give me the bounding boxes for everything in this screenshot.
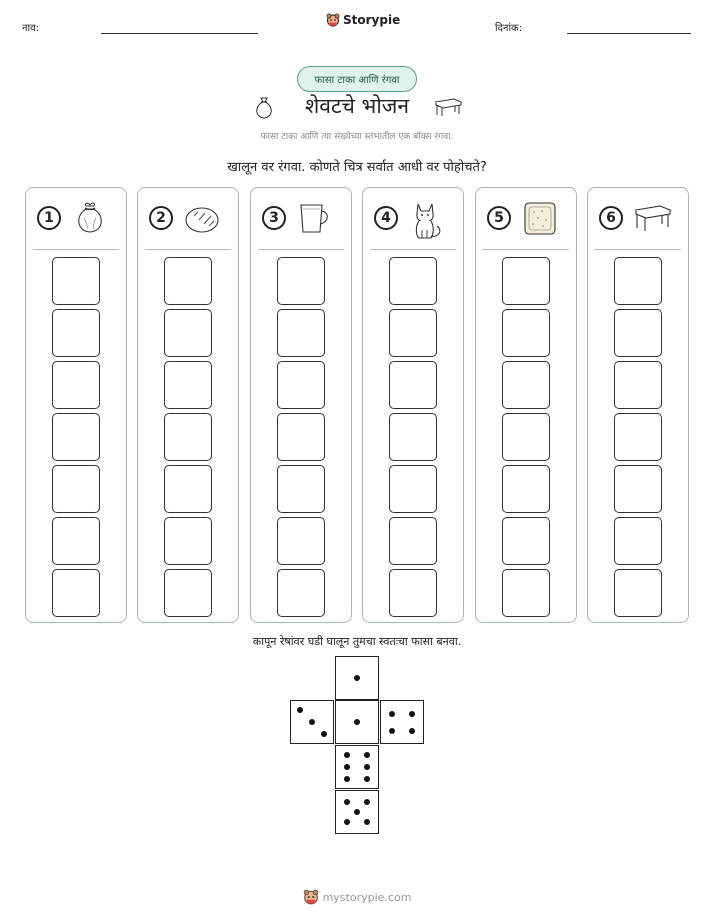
- color-box[interactable]: [52, 257, 100, 305]
- color-box[interactable]: [502, 309, 550, 357]
- color-box[interactable]: [389, 517, 437, 565]
- name-label: नाव:: [22, 23, 40, 34]
- color-box[interactable]: [52, 309, 100, 357]
- column-2: [137, 187, 239, 623]
- color-box[interactable]: [614, 361, 662, 409]
- column-3: [250, 187, 352, 623]
- column-1: [25, 187, 127, 623]
- dice-face-4: [380, 700, 424, 744]
- name-line[interactable]: [101, 33, 258, 34]
- dice-pip: [354, 675, 360, 681]
- color-box[interactable]: [164, 569, 212, 617]
- footer-site-link[interactable]: mystorypie.com: [322, 890, 412, 904]
- color-box[interactable]: [164, 413, 212, 461]
- column-number: 4: [374, 206, 398, 230]
- dice-pip: [344, 819, 350, 825]
- dice-pip: [297, 707, 303, 713]
- dice-pip: [364, 764, 370, 770]
- date-label: दिनांक:: [495, 23, 523, 34]
- color-box[interactable]: [164, 517, 212, 565]
- dice-pip: [364, 776, 370, 782]
- color-box[interactable]: [389, 465, 437, 513]
- dice-face-1: [335, 656, 379, 700]
- column-divider: [33, 249, 119, 250]
- dice-pip: [321, 731, 327, 737]
- color-box[interactable]: [277, 517, 325, 565]
- column-divider: [595, 249, 681, 250]
- color-box[interactable]: [502, 517, 550, 565]
- color-box[interactable]: [502, 257, 550, 305]
- column-5: [475, 187, 577, 623]
- dice-pip: [309, 719, 315, 725]
- storypie-mascot-icon: [326, 13, 340, 27]
- color-box[interactable]: [502, 413, 550, 461]
- cat-icon: [409, 200, 447, 240]
- table-icon: [433, 96, 463, 118]
- color-box[interactable]: [164, 309, 212, 357]
- brand-logo: [326, 13, 400, 27]
- column-number: 2: [149, 206, 173, 230]
- dice-face-5: [335, 790, 379, 834]
- brand-name: Storypie: [343, 13, 401, 27]
- color-box[interactable]: [502, 361, 550, 409]
- column-divider: [370, 249, 456, 250]
- dice-face-3: [290, 700, 334, 744]
- column-number: 1: [37, 206, 61, 230]
- color-box[interactable]: [614, 257, 662, 305]
- money-bag-icon: [72, 200, 108, 236]
- color-box[interactable]: [389, 257, 437, 305]
- table-icon: [634, 200, 672, 234]
- dice-pip: [364, 752, 370, 758]
- color-box[interactable]: [277, 309, 325, 357]
- color-box[interactable]: [389, 309, 437, 357]
- color-box[interactable]: [277, 413, 325, 461]
- color-box[interactable]: [389, 569, 437, 617]
- bread-icon: [184, 200, 220, 236]
- dice-pip: [344, 752, 350, 758]
- column-divider: [258, 249, 344, 250]
- dice-net: [290, 656, 424, 836]
- cup-icon: [297, 200, 333, 236]
- dice-pip: [364, 819, 370, 825]
- instruction-text: खालून वर रंगवा. कोणते चित्र सर्वात आधी वर पोहोचते?: [227, 160, 487, 175]
- color-box[interactable]: [277, 361, 325, 409]
- color-box[interactable]: [614, 465, 662, 513]
- column-6: [587, 187, 689, 623]
- color-box[interactable]: [502, 465, 550, 513]
- activity-pill: फासा टाका आणि रंगवा: [297, 66, 417, 92]
- column-divider: [483, 249, 569, 250]
- dice-face-6: [335, 745, 379, 789]
- color-box[interactable]: [614, 569, 662, 617]
- dice-pip: [354, 719, 360, 725]
- color-box[interactable]: [52, 361, 100, 409]
- color-box[interactable]: [389, 361, 437, 409]
- column-divider: [145, 249, 231, 250]
- color-box[interactable]: [52, 517, 100, 565]
- color-box[interactable]: [52, 465, 100, 513]
- color-box[interactable]: [277, 569, 325, 617]
- color-box[interactable]: [614, 517, 662, 565]
- dice-face-1: [335, 700, 379, 744]
- color-box[interactable]: [502, 569, 550, 617]
- dice-pip: [409, 711, 415, 717]
- dice-pip: [354, 809, 360, 815]
- page-title: शेवटचे भोजन: [305, 94, 409, 118]
- color-box[interactable]: [277, 257, 325, 305]
- color-box[interactable]: [52, 413, 100, 461]
- color-box[interactable]: [614, 309, 662, 357]
- dice-pip: [389, 711, 395, 717]
- dice-pip: [344, 799, 350, 805]
- color-box[interactable]: [164, 361, 212, 409]
- dice-instruction: कापून रेषांवर घडी घालून तुमचा स्वतःचा फासा बनवा.: [252, 635, 462, 648]
- dice-pip: [389, 728, 395, 734]
- dice-pip: [409, 728, 415, 734]
- color-box[interactable]: [614, 413, 662, 461]
- color-box[interactable]: [164, 257, 212, 305]
- column-4: [362, 187, 464, 623]
- footer: [0, 889, 714, 905]
- column-number: 6: [599, 206, 623, 230]
- column-number: 5: [487, 206, 511, 230]
- column-number: 3: [262, 206, 286, 230]
- color-box[interactable]: [164, 465, 212, 513]
- storypie-mascot-icon: [303, 889, 319, 905]
- color-box[interactable]: [52, 569, 100, 617]
- dice-pip: [344, 776, 350, 782]
- page-subtitle: फासा टाका आणि त्या संख्येच्या स्तंभातील एक बॉक्स रंगवा.: [260, 132, 454, 142]
- cracker-icon: [522, 200, 558, 236]
- dice-pip: [344, 764, 350, 770]
- dice-pip: [364, 799, 370, 805]
- color-box[interactable]: [277, 465, 325, 513]
- date-line[interactable]: [567, 33, 691, 34]
- color-box[interactable]: [389, 413, 437, 461]
